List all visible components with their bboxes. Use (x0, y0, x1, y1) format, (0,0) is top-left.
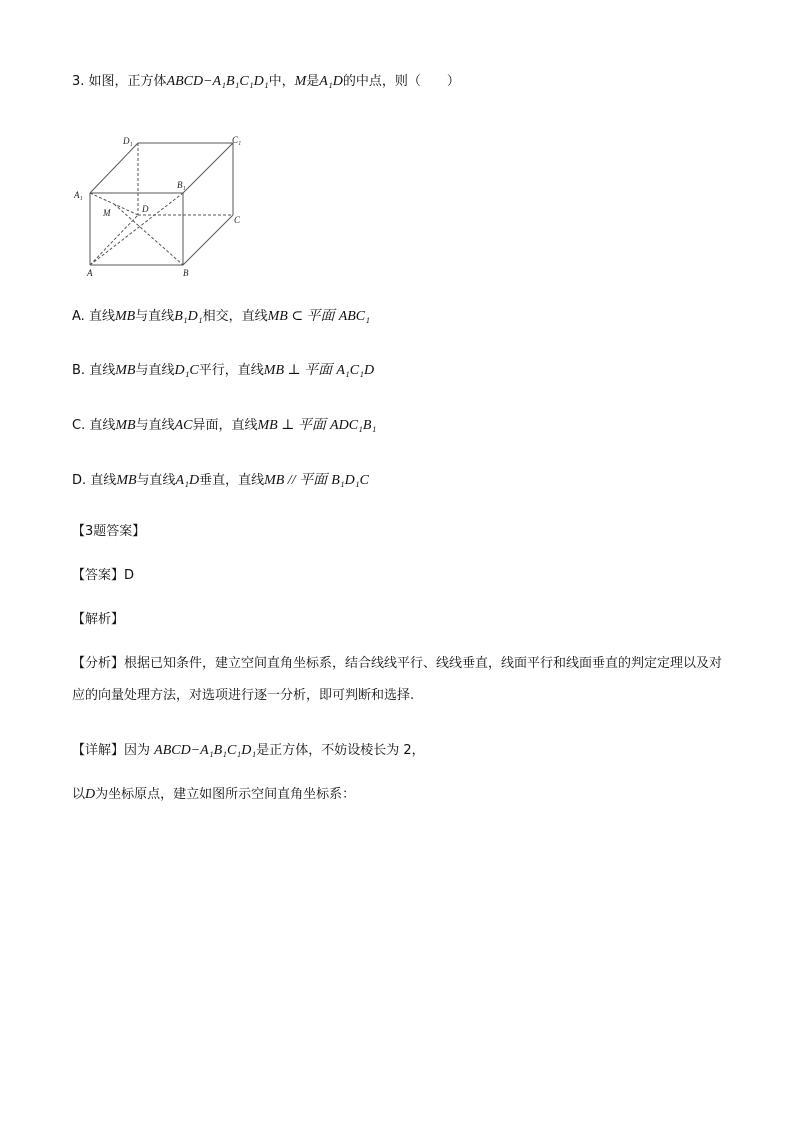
option-line-other: D₁C (174, 363, 199, 378)
question-number: 3. (72, 74, 85, 89)
option-relation: MB ⊂ 平面 (267, 309, 335, 324)
option-relation: MB ⊥ 平面 (263, 363, 333, 378)
fenxi-label: 【分析】 (72, 656, 125, 671)
option-c (72, 417, 376, 435)
option-text: 与直线 (135, 309, 175, 324)
answer-label: 【答案】 (72, 568, 125, 583)
option-text: 平行，直线 (198, 363, 264, 378)
option-line-other: B₁D₁ (174, 309, 203, 324)
origin-text: 以 (72, 787, 86, 802)
point-m: M (294, 74, 307, 89)
detail-label: 【详解】 (72, 743, 125, 758)
answer-line (72, 567, 134, 585)
question-end: 的中点，则（ ） (342, 74, 460, 89)
question-mid: 中， (268, 74, 295, 89)
origin-point-d: D (85, 787, 96, 802)
label-b: B (183, 268, 189, 278)
segment-a1d: A₁D (319, 74, 343, 89)
option-text: 垂直，直线 (199, 473, 265, 488)
fenxi-text: 根据已知条件，建立空间直角坐标系，结合线线平行、线线垂直，线面平行和线面垂直的判定定理以及对应的向量处理方法，对选项进行逐一分析，即可判断和选择. (72, 656, 723, 703)
option-relation: MB ⊥ 平面 (257, 418, 326, 433)
option-text: 异面，直线 (192, 418, 258, 433)
option-line-mb: MB (114, 309, 136, 324)
option-text: 相交，直线 (202, 309, 268, 324)
label-d1: D₁ (123, 136, 133, 146)
analysis-title: 【解析】 (72, 612, 125, 627)
option-d (72, 472, 369, 490)
option-text: 与直线 (135, 363, 175, 378)
option-letter: C. (72, 418, 86, 433)
label-m: M (103, 208, 111, 218)
option-text: 直线 (90, 473, 117, 488)
option-line-other: A₁D (175, 473, 200, 488)
option-b (72, 362, 374, 380)
option-line-mb: MB (116, 473, 137, 488)
detail-edge-length: 2 (403, 743, 412, 758)
answer-value: D (124, 568, 135, 583)
detail-text: 因为 (124, 743, 151, 758)
detail-text: 是正方体，不妨设棱长为 (256, 743, 400, 758)
option-text: 与直线 (135, 418, 175, 433)
option-letter: A. (72, 309, 85, 324)
option-plane: B₁D₁C (331, 473, 369, 488)
option-plane: A₁C₁D (336, 363, 375, 378)
label-c: C (234, 215, 241, 225)
edge-a1-d1 (90, 143, 138, 193)
option-plane: ADC₁B₁ (330, 418, 377, 433)
option-line-other: AC (174, 418, 193, 433)
option-line-mb: MB (115, 418, 136, 433)
question-intro: 如图，正方体 (88, 74, 167, 89)
analysis-paragraph (72, 648, 732, 712)
edge-b1-c1 (183, 143, 233, 193)
origin-line (72, 786, 355, 804)
option-a (72, 308, 370, 326)
option-relation: MB // 平面 (264, 473, 328, 488)
label-c1: C₁ (232, 135, 242, 145)
detail-cube-name: ABCD−A₁B₁C₁D₁ (154, 743, 257, 758)
option-plane: ABC₁ (338, 309, 371, 324)
option-letter: B. (72, 363, 86, 378)
cube-name: ABCD−A₁B₁C₁D₁ (166, 74, 269, 89)
label-b1: B₁ (177, 180, 186, 190)
label-a1: A₁ (74, 190, 83, 200)
option-text: 直线 (89, 363, 116, 378)
edge-b-c (183, 215, 233, 265)
detail-text: ， (411, 743, 425, 758)
option-text: 直线 (89, 418, 116, 433)
option-text: 与直线 (136, 473, 176, 488)
question-stem (72, 73, 460, 91)
origin-text: 为坐标原点，建立如图所示空间直角坐标系： (95, 787, 356, 802)
label-a: A (87, 268, 93, 278)
option-line-mb: MB (115, 363, 136, 378)
question-is: 是 (306, 74, 320, 89)
diagonal-a-b1-line (90, 193, 183, 265)
option-text: 直线 (88, 309, 115, 324)
hidden-edge-a-d (90, 215, 138, 265)
answer-section-title: 【3题答案】 (72, 524, 146, 539)
option-letter: D. (72, 473, 87, 488)
label-d: D (142, 204, 149, 214)
detail-line (72, 742, 425, 760)
cube-figure (70, 130, 250, 280)
segment-m-b-line (114, 204, 183, 265)
